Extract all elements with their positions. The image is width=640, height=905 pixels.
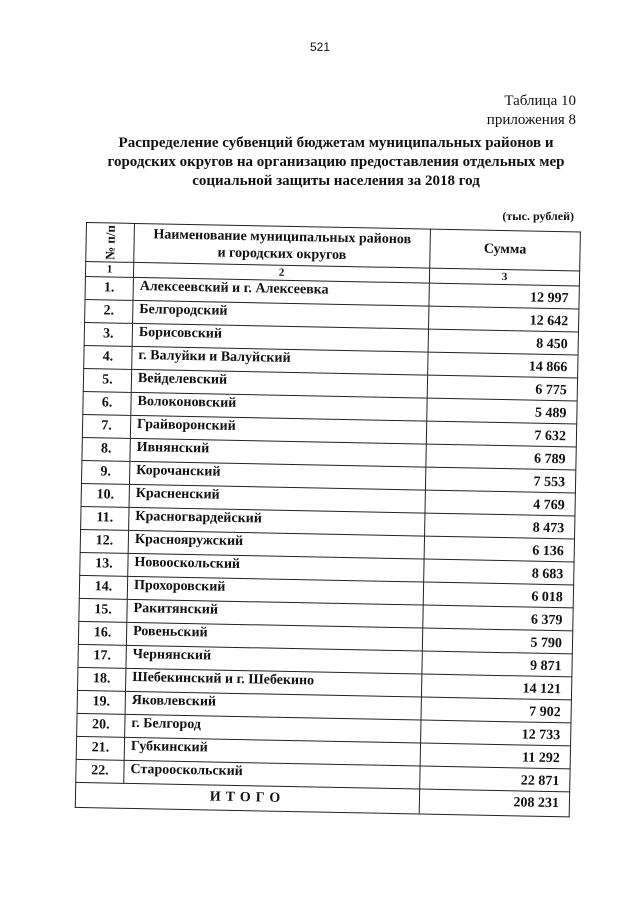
row-name: Краснояружский (128, 530, 424, 559)
row-number: 11. (81, 506, 129, 530)
row-sum: 6 136 (424, 536, 574, 562)
row-sum: 7 632 (426, 421, 576, 447)
row-number: 9. (81, 460, 129, 484)
row-number: 16. (78, 621, 126, 645)
row-sum: 22 871 (420, 766, 570, 792)
row-sum: 5 790 (422, 628, 572, 654)
row-number: 21. (76, 736, 124, 760)
row-number: 10. (81, 483, 129, 507)
row-sum: 8 450 (428, 329, 578, 355)
header-sum: Сумма (430, 229, 581, 271)
total-sum: 208 231 (419, 789, 569, 817)
subvention-table (75, 222, 581, 817)
row-sum: 11 292 (420, 743, 570, 769)
row-name: Волоконовский (131, 392, 427, 421)
row-number: 22. (76, 759, 124, 783)
column-index: 2 (133, 262, 429, 283)
row-sum: 12 997 (429, 283, 579, 309)
row-sum: 5 489 (427, 398, 577, 424)
row-name: Вейделевский (131, 369, 427, 398)
row-name: Ивнянский (130, 438, 426, 467)
row-name: Губкинский (124, 737, 420, 766)
row-name: Борисовский (132, 323, 428, 352)
column-index: 1 (85, 262, 133, 278)
row-number: 13. (80, 552, 128, 576)
row-sum: 7 902 (421, 697, 571, 723)
header-num: № п/п (86, 223, 135, 263)
row-sum: 14 121 (421, 674, 571, 700)
page-number: 521 (309, 40, 331, 54)
column-index: 3 (429, 268, 579, 286)
row-number: 7. (82, 414, 130, 438)
row-name: Белгородский (133, 300, 429, 329)
row-number: 20. (77, 713, 125, 737)
row-number: 19. (77, 690, 125, 714)
row-sum: 8 683 (424, 559, 574, 585)
row-name: Старооскольский (124, 760, 420, 789)
row-sum: 14 866 (428, 352, 578, 378)
row-name: Прохоровский (127, 576, 423, 605)
row-name: Ровеньский (126, 622, 422, 651)
row-number: 2. (85, 299, 133, 323)
row-name: Грайворонский (130, 415, 426, 444)
table-caption (487, 92, 576, 130)
row-number: 5. (83, 368, 131, 392)
document-title (86, 134, 586, 191)
row-sum: 6 018 (423, 582, 573, 608)
row-number: 17. (78, 644, 126, 668)
caption-appendix: приложения 8 (486, 112, 576, 128)
row-sum: 4 769 (425, 490, 575, 516)
row-sum: 8 473 (425, 513, 575, 539)
row-name: Яковлевский (125, 691, 421, 720)
row-number: 1. (85, 276, 133, 300)
row-sum: 7 553 (425, 467, 575, 493)
row-sum: 6 775 (427, 375, 577, 401)
row-name: Корочанский (129, 461, 425, 490)
row-number: 14. (79, 575, 127, 599)
row-number: 15. (79, 598, 127, 622)
row-sum: 12 733 (421, 720, 571, 746)
row-name: Алексеевский и г. Алексеевка (133, 277, 429, 306)
row-number: 8. (82, 437, 130, 461)
row-number: 18. (78, 667, 126, 691)
header-name: Наименование муниципальных районов и городских округов (134, 223, 431, 268)
row-sum: 12 642 (429, 306, 579, 332)
row-sum: 6 789 (426, 444, 576, 470)
row-number: 3. (84, 322, 132, 346)
row-number: 4. (84, 345, 132, 369)
row-name: Чернянский (126, 645, 422, 674)
title-line-1: Распределение субвенций бюджетам муниципальных районов и (118, 135, 554, 151)
row-name: Красногвардейский (129, 507, 425, 536)
row-number: 6. (83, 391, 131, 415)
row-name: Шебекинский и г. Шебекино (125, 668, 421, 697)
row-name: Ракитянский (127, 599, 423, 628)
title-line-2: городских округов на организацию предоставления отдельных мер (107, 154, 565, 170)
units-label: (тыс. рублей) (502, 209, 574, 223)
row-name: Красненский (129, 484, 425, 513)
row-name: г. Белгород (125, 714, 421, 743)
row-name: г. Валуйки и Валуйский (132, 346, 428, 375)
row-name: Новооскольский (128, 553, 424, 582)
row-sum: 9 871 (422, 651, 572, 677)
row-sum: 6 379 (423, 605, 573, 631)
row-number: 12. (80, 529, 128, 553)
caption-table-number: Таблица 10 (504, 93, 576, 109)
title-line-3: социальной защиты населения за 2018 год (192, 173, 480, 189)
total-label: ИТОГО (75, 782, 419, 814)
